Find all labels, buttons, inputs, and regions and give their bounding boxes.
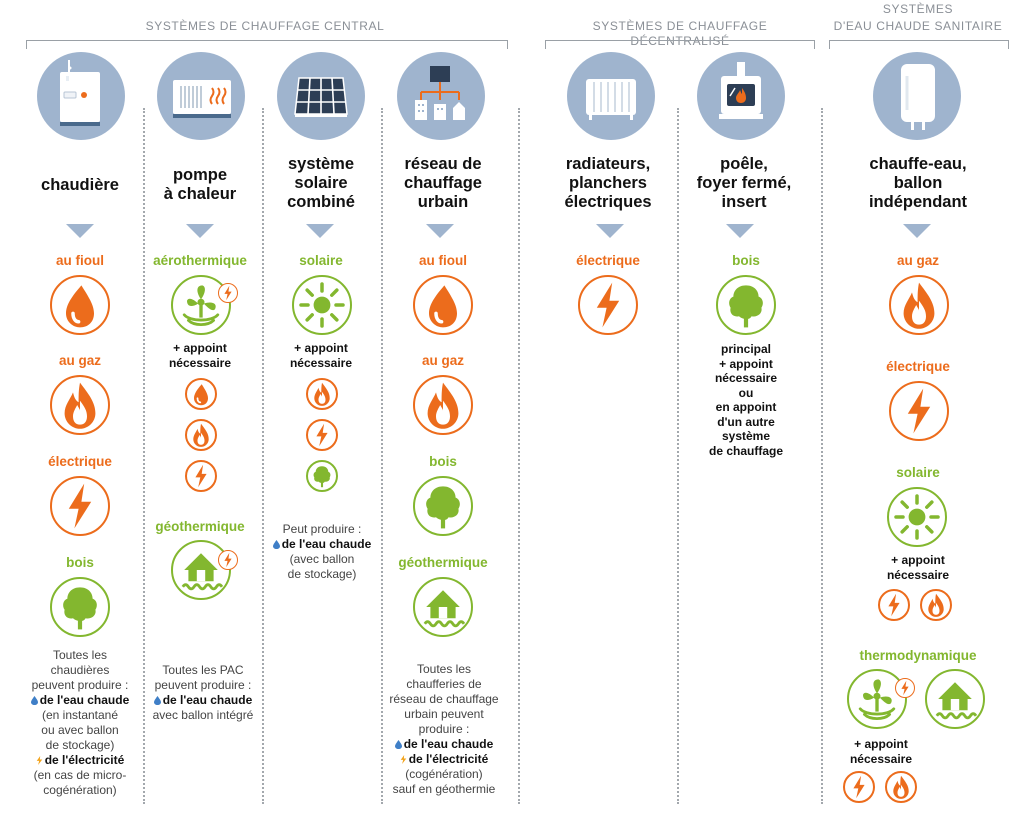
note-line: de stockage) — [45, 738, 115, 752]
note-line: (en cas de micro- — [33, 768, 127, 782]
system-name-line: électriques — [564, 193, 652, 211]
note-line: (en instantané — [41, 708, 119, 722]
boiler-icon — [37, 52, 125, 140]
lightning-bolt-icon — [843, 771, 875, 803]
stove-icon — [697, 52, 785, 140]
sun-icon — [292, 275, 352, 335]
solar-panel-icon — [277, 52, 365, 140]
system-name-line: solaire — [294, 174, 348, 192]
tree-icon — [306, 460, 338, 492]
small-bolt-badge-icon — [218, 550, 238, 570]
arrow-down-icon — [66, 224, 94, 238]
energy-label-gaz: au gaz — [421, 353, 464, 368]
lightning-bolt-icon — [306, 419, 338, 451]
appoint-note — [261, 341, 381, 370]
gas-flame-icon — [920, 589, 952, 621]
energy-label-thermodynamique: thermodynamique — [859, 648, 977, 663]
lightning-bolt-icon — [185, 460, 217, 492]
radiator-icon — [567, 52, 655, 140]
column-separator — [821, 108, 823, 804]
note-solaire — [262, 522, 382, 582]
note-pac — [138, 663, 268, 723]
system-name-line: pompe — [172, 166, 228, 184]
system-name-line: à chaleur — [163, 185, 237, 203]
note-line: chaufferies de — [406, 677, 482, 691]
note-line: urbain peuvent — [404, 707, 484, 721]
fan-icon — [847, 669, 907, 729]
house-ground-icon — [413, 577, 473, 637]
energy-label-aerothermique: aérothermique — [153, 253, 247, 268]
category-title-central: SYSTÈMES DE CHAUFFAGE CENTRAL — [145, 19, 385, 33]
note-line: peuvent produire : — [31, 678, 129, 692]
note-line: + appoint — [719, 356, 773, 371]
system-name-line: réseau de — [404, 155, 482, 173]
energy-label-bois: bois — [732, 253, 760, 268]
system-name-line: système — [287, 155, 355, 173]
system-name-pompe-a-chaleur — [140, 166, 260, 204]
small-bolt-icon — [400, 755, 407, 764]
system-name-line: planchers — [569, 174, 647, 192]
small-bolt-badge-icon — [895, 678, 915, 698]
gas-flame-icon — [885, 771, 917, 803]
gas-flame-icon — [889, 275, 949, 335]
energy-label-solaire: solaire — [896, 465, 940, 480]
note-eau-chaude: de l'eau chaude — [39, 693, 130, 707]
appoint-note — [826, 737, 936, 766]
note-poele — [678, 342, 814, 458]
energy-label-bois: bois — [429, 454, 457, 469]
house-ground-icon — [925, 669, 985, 729]
appoint-line: + appoint — [891, 553, 945, 567]
system-name-line: chauffage — [404, 174, 482, 192]
lightning-bolt-icon — [50, 476, 110, 536]
water-heater-icon — [873, 52, 961, 140]
water-drop-icon — [395, 740, 402, 749]
arrow-down-icon — [426, 224, 454, 238]
note-electricite: de l'électricité — [44, 753, 125, 767]
appoint-line: + appoint — [173, 341, 227, 355]
note-line: Toutes les — [416, 662, 472, 676]
gas-flame-icon — [413, 375, 473, 435]
water-drop-icon — [154, 696, 161, 705]
note-line: chaudières — [50, 663, 110, 677]
appoint-line: nécessaire — [168, 355, 232, 370]
system-name-line: chauffe-eau, — [869, 155, 967, 173]
system-name-line: ballon — [893, 174, 943, 192]
gas-flame-icon — [306, 378, 338, 410]
arrow-down-icon — [903, 224, 931, 238]
arrow-down-icon — [306, 224, 334, 238]
note-line: nécessaire — [714, 371, 778, 385]
system-name-line: foyer fermé, — [696, 174, 792, 192]
system-name-reseau-urbain — [381, 155, 505, 212]
system-name-line: insert — [721, 193, 767, 211]
energy-label-gaz: au gaz — [58, 353, 101, 368]
gas-flame-icon — [185, 419, 217, 451]
arrow-down-icon — [726, 224, 754, 238]
category-title-eau-chaude-line2: D'EAU CHAUDE SANITAIRE — [833, 19, 1003, 33]
system-name-radiateurs — [538, 155, 678, 212]
tree-icon — [413, 476, 473, 536]
note-line: de chauffage — [708, 443, 783, 458]
water-drop-icon — [31, 696, 38, 705]
system-name-line: urbain — [417, 193, 469, 211]
lightning-bolt-icon — [878, 589, 910, 621]
gas-flame-icon — [50, 375, 110, 435]
category-bracket-eau-chaude — [829, 40, 1009, 49]
system-name-solaire-combine — [261, 155, 381, 212]
energy-label-geothermique: géothermique — [155, 519, 245, 534]
note-eau-chaude: de l'eau chaude — [281, 537, 372, 551]
water-drop-icon — [273, 540, 280, 549]
column-separator — [518, 108, 520, 804]
category-title-eau-chaude-line1: SYSTÈMES — [882, 2, 954, 16]
note-line: sauf en géothermie — [392, 782, 496, 796]
note-line: réseau de chauffage — [389, 692, 499, 706]
note-eau-chaude: de l'eau chaude — [403, 737, 494, 751]
note-line: peuvent produire : — [154, 678, 252, 692]
sun-icon — [887, 487, 947, 547]
category-title-decentralise: SYSTÈMES DE CHAUFFAGE DÉCENTRALISÉ — [592, 19, 768, 48]
system-name-line: poêle, — [720, 155, 768, 173]
note-chaudiere — [12, 648, 148, 798]
note-line: (cogénération) — [405, 767, 483, 781]
system-name-line: radiateurs, — [565, 155, 651, 173]
note-electricite: de l'électricité — [408, 752, 489, 766]
note-line: cogénération) — [43, 783, 117, 797]
appoint-note — [140, 341, 260, 370]
system-name-chaudiere — [20, 176, 140, 195]
house-ground-icon — [171, 540, 231, 600]
heat-pump-icon — [157, 52, 245, 140]
oil-drop-icon — [185, 378, 217, 410]
energy-label-gaz: au gaz — [896, 253, 939, 268]
tree-icon — [716, 275, 776, 335]
system-name-chauffe-eau — [840, 155, 996, 212]
small-bolt-icon — [36, 756, 43, 765]
appoint-line: nécessaire — [849, 751, 913, 766]
tree-icon — [50, 577, 110, 637]
note-eau-chaude: de l'eau chaude — [162, 693, 253, 707]
system-name-line: chaudière — [41, 176, 119, 194]
note-line: de stockage) — [287, 567, 357, 581]
note-line: principal — [720, 342, 771, 356]
energy-label-electrique: électrique — [48, 454, 112, 469]
category-bracket-central — [26, 40, 508, 49]
note-line: produire : — [418, 722, 470, 736]
energy-label-fioul: au fioul — [56, 253, 104, 268]
appoint-line: + appoint — [294, 341, 348, 355]
note-line: ou avec ballon — [41, 723, 119, 737]
appoint-line: + appoint — [854, 737, 908, 751]
district-heating-icon — [397, 52, 485, 140]
note-line: avec ballon intégré — [152, 708, 254, 722]
note-line: Toutes les PAC — [162, 663, 244, 677]
system-name-line: combiné — [287, 193, 355, 211]
arrow-down-icon — [596, 224, 624, 238]
note-urbain — [381, 662, 507, 797]
arrow-down-icon — [186, 224, 214, 238]
energy-label-solaire: solaire — [299, 253, 343, 268]
note-line: Peut produire : — [282, 522, 362, 536]
note-line: en appoint — [715, 400, 777, 414]
category-bracket-decentralise — [545, 40, 815, 49]
note-line: (avec ballon — [289, 552, 355, 566]
energy-label-fioul: au fioul — [419, 253, 467, 268]
energy-label-electrique: électrique — [886, 359, 950, 374]
appoint-line: nécessaire — [289, 355, 353, 370]
note-line: Toutes les — [52, 648, 108, 662]
appoint-note — [840, 553, 996, 582]
system-name-line: indépendant — [868, 193, 968, 211]
small-bolt-badge-icon — [218, 283, 238, 303]
energy-label-bois: bois — [66, 555, 94, 570]
note-line: système — [721, 429, 771, 443]
lightning-bolt-icon — [578, 275, 638, 335]
system-name-poele — [676, 155, 812, 212]
energy-label-electrique: électrique — [576, 253, 640, 268]
note-line: ou — [738, 385, 754, 400]
oil-drop-icon — [413, 275, 473, 335]
appoint-line: nécessaire — [886, 567, 950, 582]
lightning-bolt-icon — [889, 381, 949, 441]
energy-label-geothermique: géothermique — [398, 555, 488, 570]
note-line: d'un autre — [717, 414, 775, 429]
oil-drop-icon — [50, 275, 110, 335]
